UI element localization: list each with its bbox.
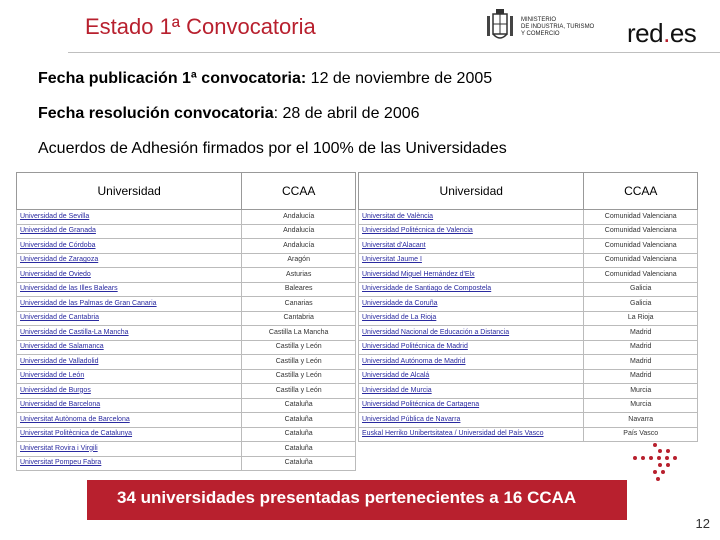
table-row — [17, 384, 356, 399]
region-cell: Andalucía — [242, 239, 356, 254]
region-cell: Madrid — [584, 340, 698, 355]
table-row — [17, 239, 356, 254]
region-cell: Murcia — [584, 398, 698, 413]
table-row — [359, 384, 698, 399]
university-cell: Euskal Herriko Unibertsitatea / Universidad del País Vasco — [359, 427, 584, 442]
university-cell: Universidad Miguel Hernández d'Elx — [359, 268, 584, 283]
region-cell: Castilla y León — [242, 340, 356, 355]
region-cell: Asturias — [242, 268, 356, 283]
region-cell: Galicia — [584, 282, 698, 297]
ministry-text: MINISTERIO DE INDUSTRIA, TURISMO Y COMERCIO — [521, 16, 595, 37]
table-row — [17, 326, 356, 341]
university-cell: Universidad Politécnica de Cartagena — [359, 398, 584, 413]
university-cell: Universitat Politècnica de Catalunya — [17, 427, 242, 442]
region-cell: Baleares — [242, 282, 356, 297]
university-cell: Universidad de Salamanca — [17, 340, 242, 355]
university-cell: Universidad de Cantabria — [17, 311, 242, 326]
university-cell: Universitat Jaume I — [359, 253, 584, 268]
table-row — [17, 253, 356, 268]
region-cell: Cataluña — [242, 413, 356, 428]
university-cell: Universidad de Valladolid — [17, 355, 242, 370]
university-cell: Universidad de Córdoba — [17, 239, 242, 254]
university-cell: Universidad de Murcia — [359, 384, 584, 399]
university-cell: Universidad de Alcalá — [359, 369, 584, 384]
university-cell: Universidad de Burgos — [17, 384, 242, 399]
university-cell: Universidad Pública de Navarra — [359, 413, 584, 428]
university-cell: Universidad de La Rioja — [359, 311, 584, 326]
university-cell: Universitat d'Alacant — [359, 239, 584, 254]
column-header-ccaa: CCAA — [584, 173, 698, 210]
region-cell: Murcia — [584, 384, 698, 399]
table-row — [17, 282, 356, 297]
region-cell: Comunidad Valenciana — [584, 210, 698, 225]
region-cell: Comunidad Valenciana — [584, 268, 698, 283]
table-row — [17, 442, 356, 457]
region-cell: Cataluña — [242, 456, 356, 471]
column-header-universidad: Universidad — [359, 173, 584, 210]
region-cell: Castilla La Mancha — [242, 326, 356, 341]
table-row — [359, 413, 698, 428]
universities-table-right — [358, 172, 698, 442]
university-cell: Universidad de Sevilla — [17, 210, 242, 225]
university-cell: Universidad de Zaragoza — [17, 253, 242, 268]
table-row — [359, 326, 698, 341]
region-cell: Cataluña — [242, 442, 356, 457]
table-row — [17, 340, 356, 355]
university-cell: Universidad de las Illes Balears — [17, 282, 242, 297]
table-row — [17, 268, 356, 283]
table-row — [17, 297, 356, 312]
university-cell: Universidad Politécnica de Madrid — [359, 340, 584, 355]
summary-text: 34 universidades presentadas pertenecientes a 16 CCAA — [117, 488, 577, 507]
table-row — [17, 456, 356, 471]
page-number: 12 — [695, 516, 710, 531]
table-row — [359, 268, 698, 283]
region-cell: Castilla y León — [242, 369, 356, 384]
table-row — [359, 355, 698, 370]
university-cell: Universitat de València — [359, 210, 584, 225]
table-row — [359, 398, 698, 413]
region-cell: Cataluña — [242, 398, 356, 413]
table-row — [17, 398, 356, 413]
university-cell: Universidad de Barcelona — [17, 398, 242, 413]
university-cell: Universidade de Santiago de Compostela — [359, 282, 584, 297]
region-cell: Madrid — [584, 355, 698, 370]
table-row — [17, 210, 356, 225]
table-row — [359, 311, 698, 326]
university-cell: Universidad Autónoma de Madrid — [359, 355, 584, 370]
header-divider — [68, 52, 720, 53]
table-row — [17, 355, 356, 370]
region-cell: Madrid — [584, 369, 698, 384]
table-row — [17, 311, 356, 326]
agreements-line: Acuerdos de Adhesión firmados por el 100% de las Universidades — [38, 140, 507, 157]
resolution-date-line: Fecha resolución convocatoria: 28 de abril de 2006 — [38, 105, 420, 122]
region-cell: Canarias — [242, 297, 356, 312]
region-cell: Comunidad Valenciana — [584, 253, 698, 268]
page-title: Estado 1ª Convocatoria — [85, 14, 316, 39]
region-cell: Galicia — [584, 297, 698, 312]
column-header-universidad: Universidad — [17, 173, 242, 210]
table-row — [359, 340, 698, 355]
region-cell: Andalucía — [242, 224, 356, 239]
university-cell: Universidad de Granada — [17, 224, 242, 239]
table-row — [17, 224, 356, 239]
region-cell: Madrid — [584, 326, 698, 341]
table-row — [359, 239, 698, 254]
university-cell: Universidad Politécnica de Valencia — [359, 224, 584, 239]
decorative-dots-icon — [630, 442, 680, 482]
region-cell: Castilla y León — [242, 384, 356, 399]
column-header-ccaa: CCAA — [242, 173, 356, 210]
region-cell: Aragón — [242, 253, 356, 268]
university-cell: Universitat Pompeu Fabra — [17, 456, 242, 471]
university-cell: Universidade da Coruña — [359, 297, 584, 312]
region-cell: Comunidad Valenciana — [584, 239, 698, 254]
coat-of-arms-icon — [484, 8, 516, 46]
region-cell: Castilla y León — [242, 355, 356, 370]
table-row — [359, 369, 698, 384]
university-cell: Universidad de las Palmas de Gran Canaria — [17, 297, 242, 312]
ministry-logo — [484, 8, 594, 46]
university-cell: Universidad Nacional de Educación a Distancia — [359, 326, 584, 341]
region-cell: Cataluña — [242, 427, 356, 442]
table-row — [359, 224, 698, 239]
summary-banner — [87, 480, 627, 520]
table-row — [359, 427, 698, 442]
region-cell: La Rioja — [584, 311, 698, 326]
universities-table-left — [16, 172, 356, 471]
region-cell: Andalucía — [242, 210, 356, 225]
university-cell: Universitat Autònoma de Barcelona — [17, 413, 242, 428]
university-cell: Universitat Rovira i Virgili — [17, 442, 242, 457]
table-row — [359, 297, 698, 312]
region-cell: Navarra — [584, 413, 698, 428]
table-row — [359, 282, 698, 297]
publication-date-line: Fecha publicación 1ª convocatoria: 12 de noviembre de 2005 — [38, 70, 493, 87]
table-row — [17, 413, 356, 428]
region-cell: Cantabria — [242, 311, 356, 326]
table-row — [17, 427, 356, 442]
university-cell: Universidad de Castilla-La Mancha — [17, 326, 242, 341]
redes-logo: red.es — [627, 18, 697, 48]
region-cell: País Vasco — [584, 427, 698, 442]
region-cell: Comunidad Valenciana — [584, 224, 698, 239]
university-cell: Universidad de León — [17, 369, 242, 384]
table-row — [17, 369, 356, 384]
university-cell: Universidad de Oviedo — [17, 268, 242, 283]
table-row — [359, 210, 698, 225]
table-row — [359, 253, 698, 268]
